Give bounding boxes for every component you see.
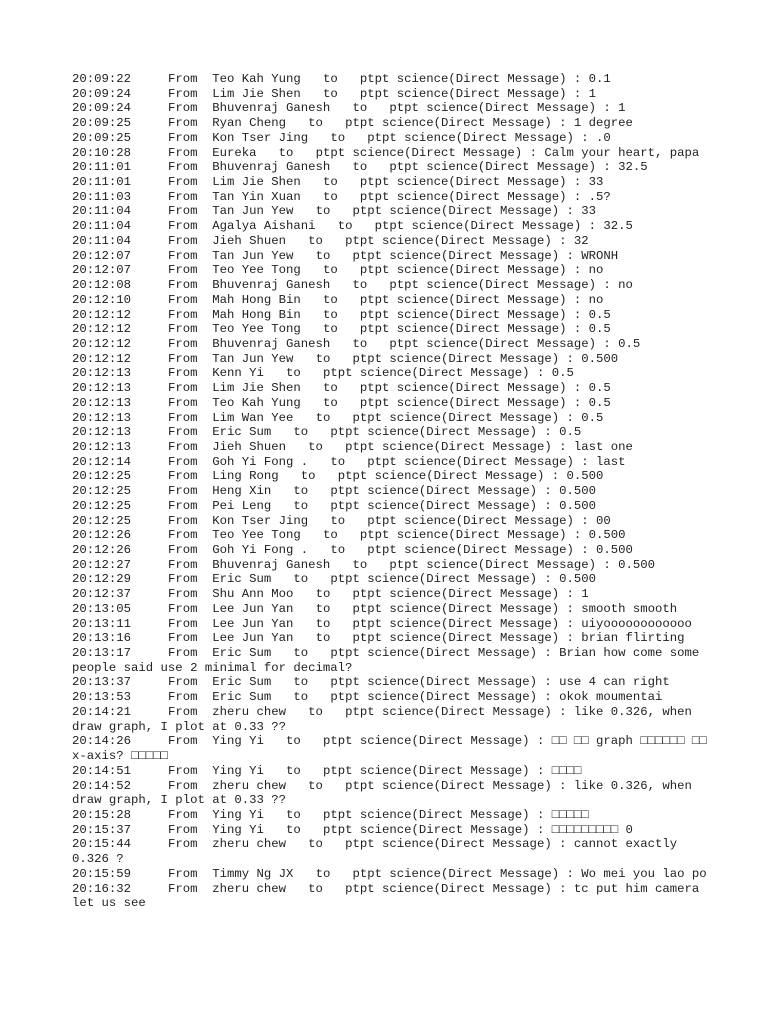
log-entry-message: 0.500: [559, 484, 596, 499]
log-entry-sender: Teo Kah Yung: [212, 395, 301, 410]
log-entry: 20:09:22 From Teo Kah Yung to ptpt science(Direct Message) : 0.1: [72, 72, 611, 86]
log-entry-message: .5?: [588, 189, 611, 204]
log-entry-message: okok moumentai: [559, 690, 663, 705]
log-entry-message: like 0.326, when draw graph, I plot at 0.33 ??: [72, 778, 700, 808]
log-entry-recipient: ptpt science(Direct Message): [352, 616, 560, 631]
log-entry-recipient: ptpt science(Direct Message): [389, 336, 596, 351]
log-entry-sender: Bhuvenraj Ganesh: [212, 336, 331, 351]
log-entry-time: 20:12:08: [72, 278, 132, 293]
log-entry-recipient: ptpt science(Direct Message): [359, 263, 567, 278]
log-entry-recipient: ptpt science(Direct Message): [352, 631, 560, 646]
log-entry-message: 0.500: [559, 498, 596, 513]
log-entry-sender: Ying Yi: [212, 807, 264, 822]
log-entry-message: no: [588, 263, 604, 278]
log-entry-recipient: ptpt science(Direct Message): [359, 528, 567, 543]
log-entry-sender: Goh Yi Fong .: [212, 454, 309, 469]
log-entry-message: Calm your heart, papa: [544, 145, 700, 160]
log-entry-sender: Tan Jun Yew: [212, 248, 294, 263]
log-entry-recipient: ptpt science(Direct Message): [352, 587, 560, 602]
log-entry: 20:14:26 From Ying Yi to ptpt science(Direct Message) : □□ □□ graph □□□□□□ □□ x-axis? □□□□□: [72, 734, 715, 764]
log-entry-message: 1: [581, 587, 589, 602]
log-entry-sender: Jieh Shuen: [212, 439, 287, 454]
log-entry-time: 20:12:07: [72, 248, 132, 263]
log-entry-time: 20:14:21: [72, 704, 132, 719]
log-entry-sender: Kon Tser Jing: [212, 130, 309, 145]
log-entry: 20:15:44 From zheru chew to ptpt science(Direct Message) : cannot exactly 0.326 ?: [72, 837, 685, 867]
log-entry-recipient: ptpt science(Direct Message): [330, 498, 537, 513]
log-entry-time: 20:12:25: [72, 513, 132, 528]
log-entry-message: 0.5: [588, 307, 611, 322]
log-entry-sender: zheru chew: [212, 837, 287, 852]
log-entry-recipient: ptpt science(Direct Message): [330, 425, 537, 440]
log-entry-time: 20:12:12: [72, 351, 132, 366]
log-entry-time: 20:13:17: [72, 646, 132, 661]
log-entry-recipient: ptpt science(Direct Message): [322, 366, 530, 381]
log-entry: 20:15:59 From Timmy Ng JX to ptpt science(Direct Message) : Wo mei you lao po: [72, 866, 707, 881]
log-entry: 20:12:13 From Eric Sum to ptpt science(Direct Message) : 0.5: [72, 425, 582, 440]
log-entry-time: 20:09:25: [72, 130, 132, 145]
log-entry: 20:16:32 From zheru chew to ptpt science(Direct Message) : tc put him camera let us see: [72, 881, 707, 911]
log-entry-sender: zheru chew: [212, 881, 287, 896]
log-entry: 20:12:12 From Tan Jun Yew to ptpt science(Direct Message) : 0.500: [72, 351, 619, 366]
log-entry: 20:12:13 From Teo Kah Yung to ptpt science(Direct Message) : 0.5: [72, 395, 611, 410]
log-entry: 20:12:13 From Lim Wan Yee to ptpt science(Direct Message) : 0.5: [72, 410, 604, 425]
log-entry-time: 20:12:13: [72, 395, 132, 410]
log-entry-recipient: ptpt science(Direct Message): [389, 557, 596, 572]
log-entry-recipient: ptpt science(Direct Message): [345, 881, 552, 896]
log-entry-recipient: ptpt science(Direct Message): [322, 763, 530, 778]
log-entry-recipient: ptpt science(Direct Message): [367, 513, 574, 528]
log-entry: 20:12:12 From Teo Yee Tong to ptpt science(Direct Message) : 0.5: [72, 322, 611, 337]
log-entry: 20:12:26 From Teo Yee Tong to ptpt science(Direct Message) : 0.500: [72, 528, 626, 543]
log-entry-time: 20:15:28: [72, 807, 132, 822]
log-entry-recipient: ptpt science(Direct Message): [345, 704, 552, 719]
log-entry-sender: Bhuvenraj Ganesh: [212, 160, 331, 175]
log-entry-recipient: ptpt science(Direct Message): [359, 175, 567, 190]
log-entry-time: 20:12:13: [72, 366, 132, 381]
log-entry: 20:12:37 From Shu Ann Moo to ptpt science(Direct Message) : 1: [72, 587, 589, 602]
log-entry-sender: Pei Leng: [212, 498, 272, 513]
log-entry: 20:15:28 From Ying Yi to ptpt science(Direct Message) : □□□□□: [72, 807, 589, 822]
log-entry: 20:13:05 From Lee Jun Yan to ptpt science(Direct Message) : smooth smooth: [72, 601, 678, 616]
log-entry-message: 33: [588, 175, 604, 190]
log-entry-message: 0.500: [618, 557, 656, 572]
log-entry-time: 20:11:04: [72, 204, 132, 219]
log-entry-sender: Eric Sum: [212, 690, 272, 705]
log-entry-message: WRONH: [581, 248, 619, 263]
log-entry-time: 20:14:51: [72, 763, 132, 778]
log-entry-message: Wo mei you lao po: [581, 866, 707, 881]
log-entry-time: 20:10:28: [72, 145, 132, 160]
log-entry: 20:14:51 From Ying Yi to ptpt science(Direct Message) : □□□□: [72, 763, 582, 778]
log-entry-recipient: ptpt science(Direct Message): [352, 866, 560, 881]
log-entry: 20:12:08 From Bhuvenraj Ganesh to ptpt science(Direct Message) : no: [72, 278, 633, 293]
log-entry-sender: Tan Jun Yew: [212, 204, 294, 219]
log-entry: 20:12:12 From Bhuvenraj Ganesh to ptpt science(Direct Message) : 0.5: [72, 336, 641, 351]
log-entry: 20:14:52 From zheru chew to ptpt science(Direct Message) : like 0.326, when draw graph, I plot at 0.33 ??: [72, 778, 700, 808]
log-entry: 20:12:25 From Pei Leng to ptpt science(Direct Message) : 0.500: [72, 498, 596, 513]
log-entry: 20:11:03 From Tan Yin Xuan to ptpt science(Direct Message) : .5?: [72, 189, 611, 204]
log-entry-message: last: [595, 454, 626, 469]
log-entry-message: 1: [618, 101, 626, 116]
log-entry-sender: Tan Yin Xuan: [212, 189, 301, 204]
log-entry-time: 20:15:37: [72, 822, 132, 837]
log-entry-sender: Ryan Cheng: [212, 116, 287, 131]
log-entry-sender: Teo Yee Tong: [212, 263, 301, 278]
log-entry: 20:11:01 From Lim Jie Shen to ptpt science(Direct Message) : 33: [72, 175, 604, 190]
log-entry-time: 20:12:12: [72, 336, 132, 351]
log-entry-message: last one: [573, 439, 633, 454]
log-entry-time: 20:09:22: [72, 72, 132, 86]
log-entry-time: 20:12:07: [72, 263, 132, 278]
log-entry-time: 20:12:10: [72, 292, 132, 307]
log-entry-recipient: ptpt science(Direct Message): [352, 351, 560, 366]
log-entry-recipient: ptpt science(Direct Message): [330, 690, 537, 705]
log-entry-time: 20:12:12: [72, 307, 132, 322]
log-entry-message: like 0.326, when draw graph, I plot at 0.33 ??: [72, 704, 700, 734]
log-entry-message: 0.5: [588, 381, 611, 396]
log-entry-sender: Ling Rong: [212, 469, 279, 484]
log-entry: 20:12:07 From Teo Yee Tong to ptpt science(Direct Message) : no: [72, 263, 604, 278]
log-entry-message: tc put him camera let us see: [72, 881, 707, 911]
log-entry-message: 1: [588, 86, 596, 101]
log-entry-recipient: ptpt science(Direct Message): [322, 734, 530, 749]
log-entry-time: 20:12:26: [72, 543, 132, 557]
log-entry-recipient: ptpt science(Direct Message): [352, 248, 560, 263]
log-entry-sender: Kenn Yi: [212, 366, 264, 381]
log-entry: 20:14:21 From zheru chew to ptpt science(Direct Message) : like 0.326, when draw graph, I plot at 0.33 ??: [72, 704, 700, 734]
log-entry-recipient: ptpt science(Direct Message): [337, 469, 545, 484]
log-entry-sender: Bhuvenraj Ganesh: [212, 101, 331, 116]
log-entry-recipient: ptpt science(Direct Message): [345, 778, 552, 793]
log-entry-message: 0.500: [588, 528, 626, 543]
log-entry: 20:12:10 From Mah Hong Bin to ptpt science(Direct Message) : no: [72, 292, 604, 307]
log-entry-message: 32.5: [603, 219, 633, 234]
log-entry-recipient: ptpt science(Direct Message): [389, 101, 596, 116]
log-entry-message: .0: [595, 130, 611, 145]
log-entry-recipient: ptpt science(Direct Message): [352, 601, 560, 616]
log-entry-time: 20:12:37: [72, 587, 132, 602]
log-entry-recipient: ptpt science(Direct Message): [330, 646, 537, 661]
log-entry-time: 20:09:24: [72, 86, 132, 101]
log-entry: 20:11:04 From Tan Jun Yew to ptpt science(Direct Message) : 33: [72, 204, 596, 219]
log-entry-message: 1 degree: [573, 116, 633, 131]
log-entry-recipient: ptpt science(Direct Message): [330, 572, 537, 587]
log-entry-sender: zheru chew: [212, 704, 287, 719]
log-entry-recipient: ptpt science(Direct Message): [315, 145, 523, 160]
log-entry-recipient: ptpt science(Direct Message): [359, 381, 567, 396]
log-entry-time: 20:11:01: [72, 160, 132, 175]
log-entry-message: 0.5: [588, 322, 611, 337]
log-entry: 20:11:04 From Jieh Shuen to ptpt science(Direct Message) : 32: [72, 233, 589, 248]
log-entry-sender: Lee Jun Yan: [212, 601, 294, 616]
log-entry-time: 20:12:13: [72, 425, 132, 440]
log-entry-sender: Teo Kah Yung: [212, 72, 301, 86]
log-entry-sender: Shu Ann Moo: [212, 587, 294, 602]
log-entry-message: 0.500: [595, 543, 633, 557]
log-entry-sender: Lim Jie Shen: [212, 86, 301, 101]
log-entry-message: 0.5: [551, 366, 574, 381]
log-entry-sender: Eric Sum: [212, 572, 272, 587]
log-entry-sender: Ying Yi: [212, 822, 264, 837]
log-entry-message: 00: [595, 513, 611, 528]
log-entry-recipient: ptpt science(Direct Message): [359, 322, 567, 337]
log-entry: 20:12:13 From Kenn Yi to ptpt science(Direct Message) : 0.5: [72, 366, 574, 381]
log-entry-message: 0.1: [588, 72, 611, 86]
log-entry: 20:13:37 From Eric Sum to ptpt science(Direct Message) : use 4 can right: [72, 675, 670, 690]
log-entry-recipient: ptpt science(Direct Message): [345, 116, 552, 131]
log-entry-message: 0.500: [566, 469, 604, 484]
log-entry: 20:12:25 From Heng Xin to ptpt science(Direct Message) : 0.500: [72, 484, 596, 499]
log-entry: 20:12:29 From Eric Sum to ptpt science(Direct Message) : 0.500: [72, 572, 596, 587]
log-entry-time: 20:15:59: [72, 866, 132, 881]
log-entry-recipient: ptpt science(Direct Message): [389, 160, 596, 175]
log-entry-recipient: ptpt science(Direct Message): [359, 189, 567, 204]
log-entry-message: no: [618, 278, 633, 293]
log-entry-time: 20:12:13: [72, 439, 132, 454]
log-entry-recipient: ptpt science(Direct Message): [352, 204, 560, 219]
log-entry-time: 20:09:25: [72, 116, 132, 131]
log-entry-sender: Timmy Ng JX: [212, 866, 294, 881]
log-entry: 20:12:27 From Bhuvenraj Ganesh to ptpt science(Direct Message) : 0.500: [72, 557, 656, 572]
log-entry: 20:12:12 From Mah Hong Bin to ptpt science(Direct Message) : 0.5: [72, 307, 611, 322]
log-entry-recipient: ptpt science(Direct Message): [345, 837, 552, 852]
log-entry-time: 20:15:44: [72, 837, 132, 852]
log-entry-message: uiyoooooooooooo: [581, 616, 692, 631]
log-entry-sender: Kon Tser Jing: [212, 513, 309, 528]
log-entry-sender: Teo Yee Tong: [212, 322, 301, 337]
log-entry-sender: Eureka: [212, 145, 257, 160]
log-entry-time: 20:14:52: [72, 778, 132, 793]
log-entry: 20:11:01 From Bhuvenraj Ganesh to ptpt science(Direct Message) : 32.5: [72, 160, 648, 175]
log-entry-time: 20:14:26: [72, 734, 132, 749]
log-entry-sender: Lee Jun Yan: [212, 631, 294, 646]
log-entry-message: □□□□□: [551, 807, 589, 822]
log-entry-sender: Tan Jun Yew: [212, 351, 294, 366]
log-entry-time: 20:12:29: [72, 572, 132, 587]
log-entry-sender: Lee Jun Yan: [212, 616, 294, 631]
log-entry-recipient: ptpt science(Direct Message): [359, 307, 567, 322]
log-entry-message: no: [588, 292, 604, 307]
log-entry: 20:12:13 From Lim Jie Shen to ptpt science(Direct Message) : 0.5: [72, 381, 611, 396]
log-entry-sender: Goh Yi Fong .: [212, 543, 309, 557]
log-entry: 20:09:24 From Bhuvenraj Ganesh to ptpt science(Direct Message) : 1: [72, 101, 626, 116]
log-entry-message: 0.500: [559, 572, 596, 587]
log-entry-sender: Mah Hong Bin: [212, 292, 301, 307]
log-entry: 20:13:16 From Lee Jun Yan to ptpt science(Direct Message) : brian flirting: [72, 631, 685, 646]
log-entry-time: 20:11:01: [72, 175, 132, 190]
log-entry-sender: Teo Yee Tong: [212, 528, 301, 543]
log-entry-sender: Bhuvenraj Ganesh: [212, 278, 331, 293]
log-entry-message: □□□□□□□□□ 0: [551, 822, 633, 837]
log-entry-message: 0.5: [618, 336, 641, 351]
log-entry-sender: Lim Jie Shen: [212, 175, 301, 190]
log-entry-sender: Eric Sum: [212, 646, 272, 661]
log-entry-recipient: ptpt science(Direct Message): [359, 86, 567, 101]
log-entry-time: 20:13:05: [72, 601, 132, 616]
log-entry-time: 20:12:25: [72, 484, 132, 499]
log-entry-sender: Eric Sum: [212, 425, 272, 440]
log-entry-sender: Mah Hong Bin: [212, 307, 301, 322]
log-entry: 20:11:04 From Agalya Aishani to ptpt science(Direct Message) : 32.5: [72, 219, 633, 234]
log-entry-time: 20:13:11: [72, 616, 132, 631]
log-entry-message: 0.5: [588, 395, 611, 410]
chat-log: [72, 72, 715, 911]
log-entry-message: 0.500: [581, 351, 619, 366]
log-entry-message: Brian how come some people said use 2 minimal for decimal?: [72, 646, 707, 675]
log-entry-sender: Eric Sum: [212, 675, 272, 690]
log-entry: 20:09:24 From Lim Jie Shen to ptpt science(Direct Message) : 1: [72, 86, 596, 101]
log-entry-sender: Bhuvenraj Ganesh: [212, 557, 331, 572]
log-entry-message: □□ □□ graph □□□□□□ □□ x-axis? □□□□□: [72, 734, 715, 764]
log-entry-recipient: ptpt science(Direct Message): [322, 822, 530, 837]
log-entry: 20:12:25 From Ling Rong to ptpt science(Direct Message) : 0.500: [72, 469, 604, 484]
log-entry-message: smooth smooth: [581, 601, 678, 616]
log-entry-time: 20:11:03: [72, 189, 132, 204]
log-entry-time: 20:12:13: [72, 381, 132, 396]
log-entry-time: 20:12:27: [72, 557, 132, 572]
log-entry-message: □□□□: [551, 763, 582, 778]
log-entry-recipient: ptpt science(Direct Message): [359, 292, 567, 307]
log-entry-time: 20:09:24: [72, 101, 132, 116]
log-entry-message: 0.5: [581, 410, 604, 425]
log-entry-time: 20:12:13: [72, 410, 132, 425]
log-entry: 20:12:25 From Kon Tser Jing to ptpt science(Direct Message) : 00: [72, 513, 611, 528]
log-entry-sender: Ying Yi: [212, 734, 264, 749]
log-entry-sender: Jieh Shuen: [212, 233, 287, 248]
log-entry-recipient: ptpt science(Direct Message): [367, 454, 574, 469]
log-entry-time: 20:16:32: [72, 881, 132, 896]
log-entry-sender: Agalya Aishani: [212, 219, 316, 234]
log-entry-time: 20:11:04: [72, 219, 132, 234]
log-entry-message: use 4 can right: [559, 675, 670, 690]
log-entry-message: 32.5: [618, 160, 648, 175]
log-entry: 20:10:28 From Eureka to ptpt science(Direct Message) : Calm your heart, papa: [72, 145, 700, 160]
log-entry-time: 20:13:16: [72, 631, 132, 646]
log-entry-time: 20:11:04: [72, 233, 132, 248]
log-entry-time: 20:12:14: [72, 454, 132, 469]
log-entry-time: 20:13:37: [72, 675, 132, 690]
log-entry-time: 20:12:25: [72, 469, 132, 484]
log-entry: 20:09:25 From Ryan Cheng to ptpt science(Direct Message) : 1 degree: [72, 116, 633, 131]
log-entry-message: 33: [581, 204, 596, 219]
log-entry-recipient: ptpt science(Direct Message): [345, 439, 552, 454]
log-entry-recipient: ptpt science(Direct Message): [389, 278, 596, 293]
log-entry-recipient: ptpt science(Direct Message): [367, 130, 574, 145]
log-entry: 20:13:53 From Eric Sum to ptpt science(Direct Message) : okok moumentai: [72, 690, 663, 705]
log-entry-recipient: ptpt science(Direct Message): [374, 219, 582, 234]
log-entry-recipient: ptpt science(Direct Message): [330, 484, 537, 499]
log-entry-recipient: ptpt science(Direct Message): [359, 72, 567, 86]
log-entry-sender: Ying Yi: [212, 763, 264, 778]
log-entry-recipient: ptpt science(Direct Message): [322, 807, 530, 822]
log-entry: 20:12:26 From Goh Yi Fong . to ptpt science(Direct Message) : 0.500: [72, 543, 633, 557]
log-entry-time: 20:12:25: [72, 498, 132, 513]
log-entry-recipient: ptpt science(Direct Message): [352, 410, 560, 425]
log-entry: 20:13:11 From Lee Jun Yan to ptpt science(Direct Message) : uiyoooooooooooo: [72, 616, 692, 631]
log-entry-message: 0.5: [559, 425, 582, 440]
log-entry: 20:15:37 From Ying Yi to ptpt science(Direct Message) : □□□□□□□□□ 0: [72, 822, 633, 837]
log-entry-message: brian flirting: [581, 631, 685, 646]
log-entry-time: 20:12:12: [72, 322, 132, 337]
log-entry: 20:09:25 From Kon Tser Jing to ptpt science(Direct Message) : .0: [72, 130, 611, 145]
log-entry-sender: Heng Xin: [212, 484, 272, 499]
log-entry-recipient: ptpt science(Direct Message): [359, 395, 567, 410]
log-entry-recipient: ptpt science(Direct Message): [330, 675, 537, 690]
log-entry-recipient: ptpt science(Direct Message): [367, 543, 574, 557]
log-entry: 20:12:14 From Goh Yi Fong . to ptpt science(Direct Message) : last: [72, 454, 626, 469]
log-entry: 20:12:13 From Jieh Shuen to ptpt science(Direct Message) : last one: [72, 439, 633, 454]
log-entry: 20:13:17 From Eric Sum to ptpt science(Direct Message) : Brian how come some people said use 2 minimal for decimal?: [72, 646, 707, 675]
log-entry: 20:12:07 From Tan Jun Yew to ptpt science(Direct Message) : WRONH: [72, 248, 619, 263]
log-entry-recipient: ptpt science(Direct Message): [345, 233, 552, 248]
log-entry-message: 32: [573, 233, 589, 248]
log-entry-sender: zheru chew: [212, 778, 287, 793]
log-entry-sender: Lim Jie Shen: [212, 381, 301, 396]
log-entry-sender: Lim Wan Yee: [212, 410, 294, 425]
log-entry-time: 20:13:53: [72, 690, 132, 705]
log-entry-time: 20:12:26: [72, 528, 132, 543]
log-entry-message: cannot exactly 0.326 ?: [72, 837, 685, 867]
